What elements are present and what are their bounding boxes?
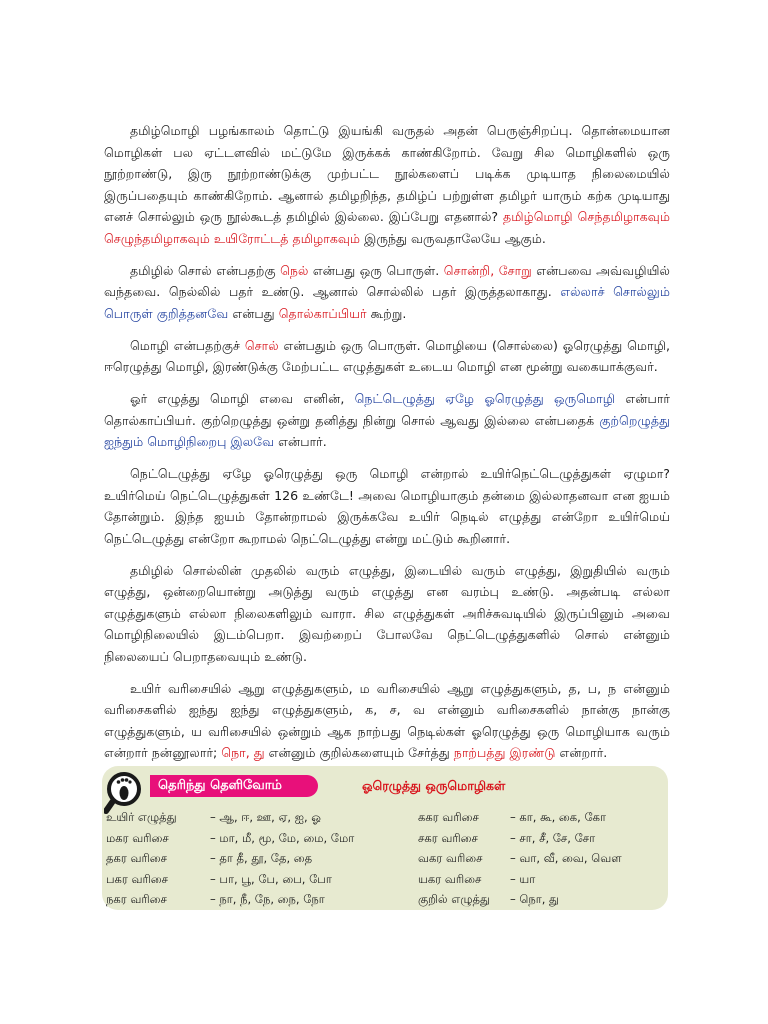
letters-table-left — [106, 807, 354, 910]
body-text-run: நெட்டெழுத்து ஏழே ஓரெழுத்து ஒரு மொழி என்றால் உயிர்நெட்டெழுத்துகள் ஏழுமா? உயிர்மெய் நெட்டெழுத்துகள் 126 உண்டே! அவை மொழியாகும் தன்மை இல்லாதனவா என ஐயம் தோன்றும். இந்த ஐயம் தோன்றாமல் இருக்கவே உயிர் நெடில் எழுத்து என்றோ உயிர்மெய் நெட்டெழுத்து என்றோ கூறாமல் நெட்டெழுத்து என்று மட்டும் கூறினார். — [104, 466, 670, 546]
panel-tab-label: தெரிந்து தெளிவோம் — [150, 775, 318, 797]
panel-heading: ஓரெழுத்து ஒருமொழிகள் — [362, 778, 506, 793]
body-text-run: உயிர் வரிசையில் ஆறு எழுத்துகளும், ம வரிசையில் ஆறு எழுத்துகளும், த, ப, ந என்னும் வரிசைகளில் ஐந்து ஐந்து எழுத்துகளும், க, ச, வ என்னும் வரிசைகளில் நான்கு நான்கு எழுத்துகளும், ய வரிசையில் ஒன்றும் ஆக நாற்பது நெடில்கள் ஓரெழுத்து ஒரு மொழியாக வரும் என்றார் நன்னூலார்; — [104, 680, 670, 760]
row-label: குறில் எழுத்து — [418, 892, 490, 906]
highlight-red-text: நாற்பத்து இரண்டு — [453, 745, 556, 760]
row-value: – யா — [510, 871, 536, 886]
table-row — [418, 869, 622, 890]
highlight-blue-text: எல்லாச் சொல்லும் பொருள் குறித்தனவே — [104, 284, 670, 321]
body-text-run: என்னும் குறில்களையும் சேர்த்து — [264, 745, 454, 760]
paragraph — [104, 335, 670, 378]
highlight-red-text: சொல் — [244, 337, 279, 353]
table-row — [418, 889, 622, 910]
body-text-run: என்பார் தொல்காப்பியர். குற்றெழுத்து ஒன்று தனித்து நின்று சொல் ஆவது இல்லை என்பதைக் — [104, 391, 670, 428]
highlight-red-text: நெல் — [280, 262, 309, 278]
highlight-red-text: நொ, து — [221, 745, 265, 760]
row-label: மகர வரிசை — [106, 830, 169, 845]
highlight-red-text: தொல்காப்பியர் — [278, 305, 367, 321]
row-label: யகர வரிசை — [418, 871, 482, 886]
table-row — [418, 828, 622, 849]
table-row — [418, 807, 622, 828]
table-row — [106, 889, 354, 910]
body-text-run: என்றார். — [555, 745, 608, 760]
highlight-blue-text: குற்றெழுத்து ஐந்தும் மொழிநிறைபு இலவே — [104, 412, 670, 449]
row-label: சகர வரிசை — [418, 830, 478, 845]
highlight-blue-text: நெட்டெழுத்து ஏழே ஓரெழுத்து ஒருமொழி — [354, 391, 616, 406]
row-value: – பா, பூ, பே, பை, போ — [210, 871, 332, 886]
row-label: பகர வரிசை — [106, 871, 169, 886]
paragraph — [104, 678, 670, 764]
table-row — [106, 828, 354, 849]
body-text-run: மொழி என்பதற்குச் — [130, 337, 245, 353]
body-text-run: ஓர் எழுத்து மொழி எவை எனின், — [130, 391, 355, 406]
body-text-run: தமிழ்மொழி பழங்காலம் தொட்டு இயங்கி வருதல் அதன் பெருஞ்சிறப்பு. தொன்மையான மொழிகள் பல ஏட்டளவில் மட்டுமே இருக்கக் காண்கிறோம். வேறு சில மொழிகளில் ஒரு நூற்றாண்டு, இரு நூற்றாண்டுக்கு முற்பட்ட நூல்களைப் படிக்க முடியாத நிலைமையில் இருப்பதையும் காண்கிறோம். ஆனால் தமிழறிந்த, தமிழ்ப் பற்றுள்ள தமிழர் யாரும் கற்க முடியாது எனச் சொல்லும் ஒரு நூல்கூடத் தமிழில் இல்லை. இப்பேறு எதனால்? — [104, 123, 670, 224]
paragraph — [104, 560, 670, 668]
table-row — [418, 848, 622, 869]
row-value: – நா, நீ, நே, நை, நோ — [210, 892, 325, 906]
highlight-red-text: சொன்றி, சோறு — [443, 262, 532, 278]
row-value: – மா, மீ, மூ, மே, மை, மோ — [210, 830, 355, 845]
body-text — [104, 120, 670, 774]
table-row — [106, 869, 354, 890]
body-text-run: என்பார். — [274, 434, 327, 449]
row-value: – தா தீ, தூ, தே, தை — [210, 851, 313, 865]
letters-table-right — [418, 807, 622, 910]
row-value: – ஆ, ஈ, ஊ, ஏ, ஐ, ஓ — [210, 810, 321, 824]
row-value: – சா, சீ, சே, சோ — [510, 830, 596, 845]
paragraph — [104, 120, 670, 249]
body-text-run: இருந்து வருவதாலேயே ஆகும். — [360, 230, 546, 246]
row-label: வகர வரிசை — [418, 851, 483, 865]
body-text-run: கூற்று. — [366, 305, 407, 321]
body-text-run: என்பவை அவ்வழியில் வந்தவை. நெல்லில் பதர் உண்டு. ஆனால் சொல்லில் பதர் இருத்தலாகாது. — [104, 262, 670, 299]
row-label: தகர வரிசை — [106, 851, 167, 865]
table-row — [106, 848, 354, 869]
row-value: – வா, வீ, வை, வெள — [510, 851, 622, 865]
row-label: நகர வரிசை — [106, 892, 167, 906]
body-text-run: என்பதும் ஒரு பொருள். மொழியை (சொல்லை) ஓரெழுத்து மொழி, ஈரெழுத்து மொழி, இரண்டுக்கு மேற்பட்ட எழுத்துகள் உடைய மொழி என மூன்று வகையாக்குவர். — [104, 337, 670, 374]
row-value: – கா, கூ, கை, கோ — [510, 810, 607, 824]
row-label: ககர வரிசை — [418, 810, 479, 824]
paragraph — [104, 388, 670, 453]
row-label: உயிர் எழுத்து — [106, 810, 177, 824]
paragraph — [104, 260, 670, 325]
body-text-run: என்பது — [228, 305, 279, 321]
row-value: – நொ, து — [510, 892, 560, 906]
highlight-red-text: தமிழ்மொழி செந்தமிழாகவும் செழுந்தமிழாகவும் உயிரோட்டத் தமிழாகவும் — [104, 209, 670, 246]
paragraph — [104, 463, 670, 549]
body-text-run: தமிழில் சொல் என்பதற்கு — [130, 262, 281, 278]
table-row — [106, 807, 354, 828]
body-text-run: தமிழில் சொல்லின் முதலில் வரும் எழுத்து, இடையில் வரும் எழுத்து, இறுதியில் வரும் எழுத்து, ஒன்றையொன்று அடுத்து வரும் எழுத்து என வரம்பு உண்டு. அதன்படி எல்லா எழுத்துகளும் எல்லா நிலைகளிலும் வாரா. சில எழுத்துகள் அரிச்சுவடியில் இருப்பினும் அவை மொழிநிலையில் இடம்பெறா. இவற்றைப் போலவே நெட்டெழுத்துகளில் சொல் என்னும் நிலையைப் பெறாதவையும் உண்டு. — [104, 562, 670, 664]
body-text-run: என்பது ஒரு பொருள். — [308, 262, 444, 278]
